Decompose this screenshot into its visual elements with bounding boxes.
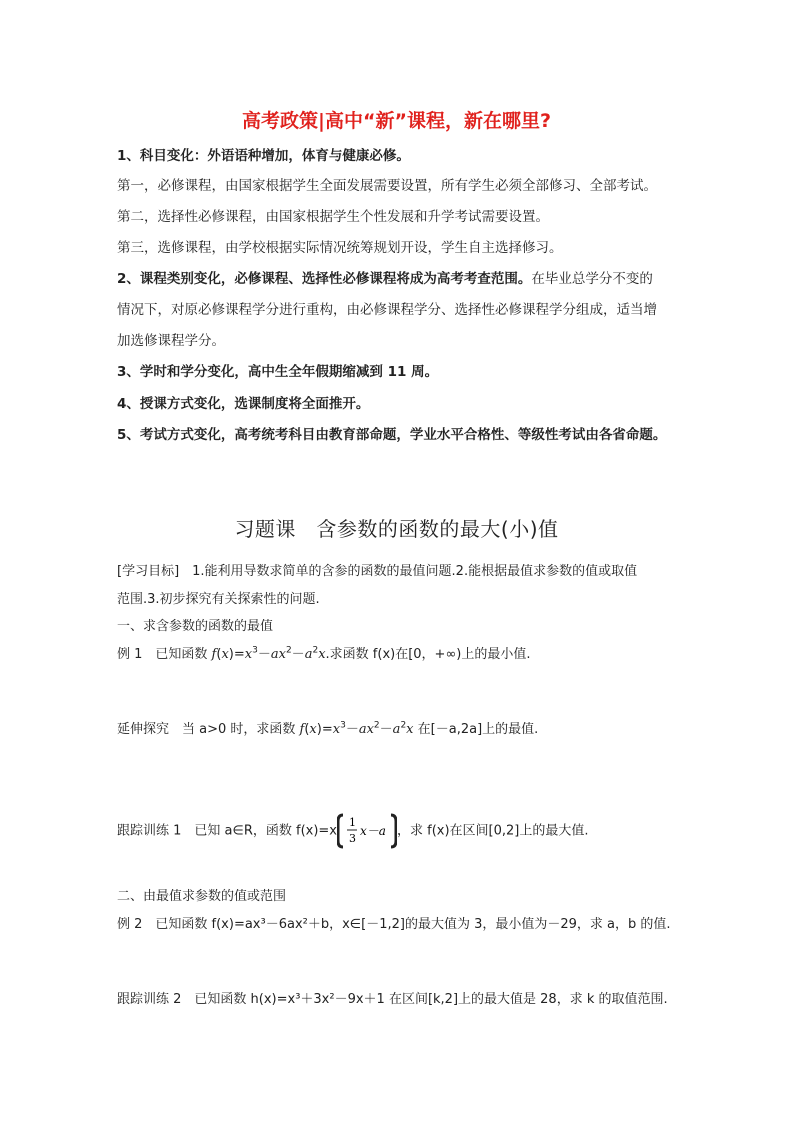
news-item-1-heading: 1、科目变化：外语语种增加，体育与健康必修。: [117, 148, 410, 164]
fraction-numerator: 1: [349, 816, 356, 829]
news-title: 高考政策|高中“新”课程，新在哪里?: [242, 110, 551, 132]
news-item-1-line-3: 第三，选修课程，由学校根据实际情况统筹规划开设，学生自主选择修习。: [117, 240, 563, 256]
example-1-tail: 求函数 f(x)在[0，+∞)上的最小值.: [329, 647, 531, 662]
inner-expression: x－a: [360, 824, 386, 838]
news-item-5: 5、考试方式变化，高考统考科目由教育部命题，学业水平合格性、等级性考试由各省命题。: [117, 427, 667, 443]
practice-1: [117, 813, 589, 849]
example-2: 例 2 已知函数 f(x)=ax³－6ax²＋b，x∈[－1,2]的最大值为 3，最小值为－29，求 a，b 的值.: [117, 917, 671, 932]
learning-goals-line-1: [学习目标] 1.能利用导数求简单的含参的函数的最值问题.2.能根据最值求参数的值或取值: [117, 564, 638, 579]
news-item-2-rest-1: 在毕业总学分不变的: [531, 271, 653, 287]
bracket-expression: [337, 813, 397, 849]
news-item-2-line-1: [117, 269, 653, 289]
learning-goals-line-2: 范围.3.初步探究有关探索性的问题.: [117, 592, 320, 607]
news-item-2-heading: 2、课程类别变化，必修课程、选择性必修课程将成为高考考查范围。: [117, 271, 532, 287]
example-1: 例 1 已知函数 $f(x)=x^3-ax^2-a^2x$.求函数 f(x)在[0，+∞)上的最小值.: [117, 645, 531, 662]
news-item-3: 3、学时和学分变化，高中生全年假期缩减到 11 周。: [117, 364, 439, 380]
extension-problem: 延伸探究 当 a>0 时，求函数 $f(x)=x^3-ax^2-a^2x$ 在[－a,2a]上的最值.: [117, 720, 539, 737]
extension-tail: 在[－a,2a]上的最值.: [417, 722, 539, 737]
fraction-denominator: 3: [349, 832, 356, 845]
lesson-title: 习题课 含参数的函数的最大(小)值: [234, 517, 559, 541]
news-item-1-line-1: 第一，必修课程，由国家根据学生全面发展需要设置，所有学生必须全部修习、全部考试。: [117, 178, 657, 194]
practice-1-label: 跟踪训练 1 已知 a∈R，函数 f(x)=x: [117, 823, 337, 839]
example-1-label: 例 1 已知函数: [117, 647, 212, 662]
news-item-2-line-2: 情况下，对原必修课程学分进行重构，由必修课程学分、选择性必修课程学分组成，适当增: [117, 302, 657, 318]
news-item-2-line-3: 加选修课程学分。: [117, 333, 225, 349]
section-2-heading: 二、由最值求参数的值或范围: [117, 889, 287, 904]
practice-1-tail: ，求 f(x)在区间[0,2]上的最大值.: [397, 823, 589, 839]
news-item-1-line-2: 第二，选择性必修课程，由国家根据学生个性发展和升学考试需要设置。: [117, 209, 549, 225]
practice-2: 跟踪训练 2 已知函数 h(x)=x³＋3x²－9x＋1 在区间[k,2]上的最大值是 28，求 k 的取值范围.: [117, 992, 668, 1007]
news-item-4: 4、授课方式变化，选课制度将全面推开。: [117, 396, 370, 412]
extension-label: 延伸探究 当 a>0 时，求函数: [117, 722, 300, 737]
section-1-heading: 一、求含参数的函数的最值: [117, 619, 274, 634]
